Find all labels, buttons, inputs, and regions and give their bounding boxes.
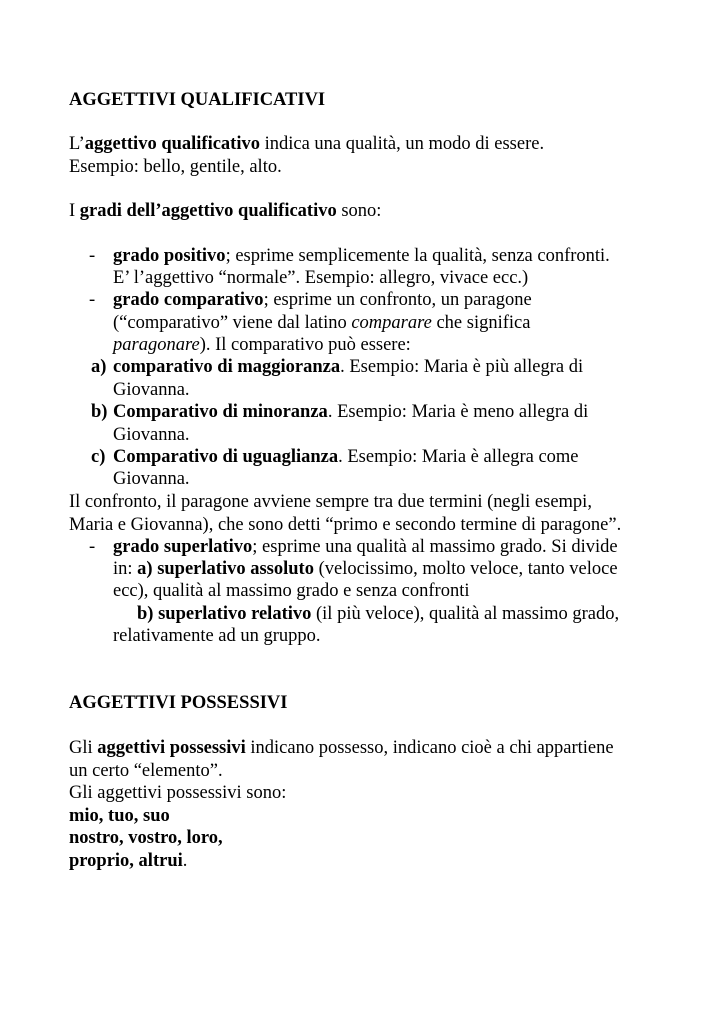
dash-marker: - [89,537,96,557]
document-page: AGGETTIVI QUALIFICATIVI L’aggettivo qualificativo indica una qualità, un modo di essere. Esempio: bello, gentile, alto. I gradi dell’aggettivo qualificativo sono: - grado positivo; esprime semplicemente la qualità, senza confronti. E’ l’aggettivo “normale”. Esempio: allegro, vivace ecc.) - grado comparativo; esprime un confronto, un paragone (“comparativo” viene dal latino comparare che significa paragonare). Il comparativo può essere: a) comparativo di maggioranza. Esempio: Maria è più allegra di Giovanna. b) Comparativo di minoranza. Esempio: Maria è meno allegra di Giovanna. c) Comparativo di uguaglianza. Esempio: Maria è allegra come Giovanna. Il confronto, il paragone avviene sempre tra due termini (negli esempi, Maria e Giovanna), che sono detti “primo e secondo termine di paragone”. - grado superlativo; esprime una qualità al massimo grado. Si divide in: a) superlativo assoluto (velocissimo, molto veloce, tanto veloce ecc), qualità al massimo grado e senza confronti b) superlativo relativo (il più veloce), qualità al massimo grado, relativamente ad un gruppo. AGGETTIVI POSSESSIVI Gli aggettivi possessivi indicano possesso, indicano cioè a chi appartiene un certo “elemento”. Gli aggettivi possessivi sono: mio, tuo, suo nostro, vostro, loro, proprio, altrui. [0,0,725,1024]
alpha-marker: c) [91,447,106,467]
possessivi-list-2: nostro, vostro, loro, [69,828,223,848]
section-heading-possessivi: AGGETTIVI POSSESSIVI [69,693,288,713]
possessivi-list-1: mio, tuo, suo [69,805,170,826]
gradi-paragraph: I gradi dell’aggettivo qualificativo sono: [69,201,382,221]
dash-marker: - [89,290,96,310]
dash-marker: - [89,246,96,266]
intro-paragraph: L’aggettivo qualificativo indica una qualità, un modo di essere. Esempio: bello, gentile, alto. [69,134,545,177]
alpha-marker: b) [91,402,108,422]
confronto-paragraph: Il confronto, il paragone avviene sempre tra due termini (negli esempi, Maria e Giovanna), che sono detti “primo e secondo termine di paragone”. [69,492,622,535]
section-heading-qualificativi: AGGETTIVI QUALIFICATIVI [69,90,326,110]
possessivi-list-3: proprio, altrui. [69,850,188,871]
possessivi-paragraph: Gli aggettivi possessivi indicano possesso, indicano cioè a chi appartiene un certo “elemento”. Gli aggettivi possessivi sono: mio, tuo, suo nostro, vostro, loro, proprio, altrui. [69,737,685,872]
alpha-marker: a) [91,357,107,377]
